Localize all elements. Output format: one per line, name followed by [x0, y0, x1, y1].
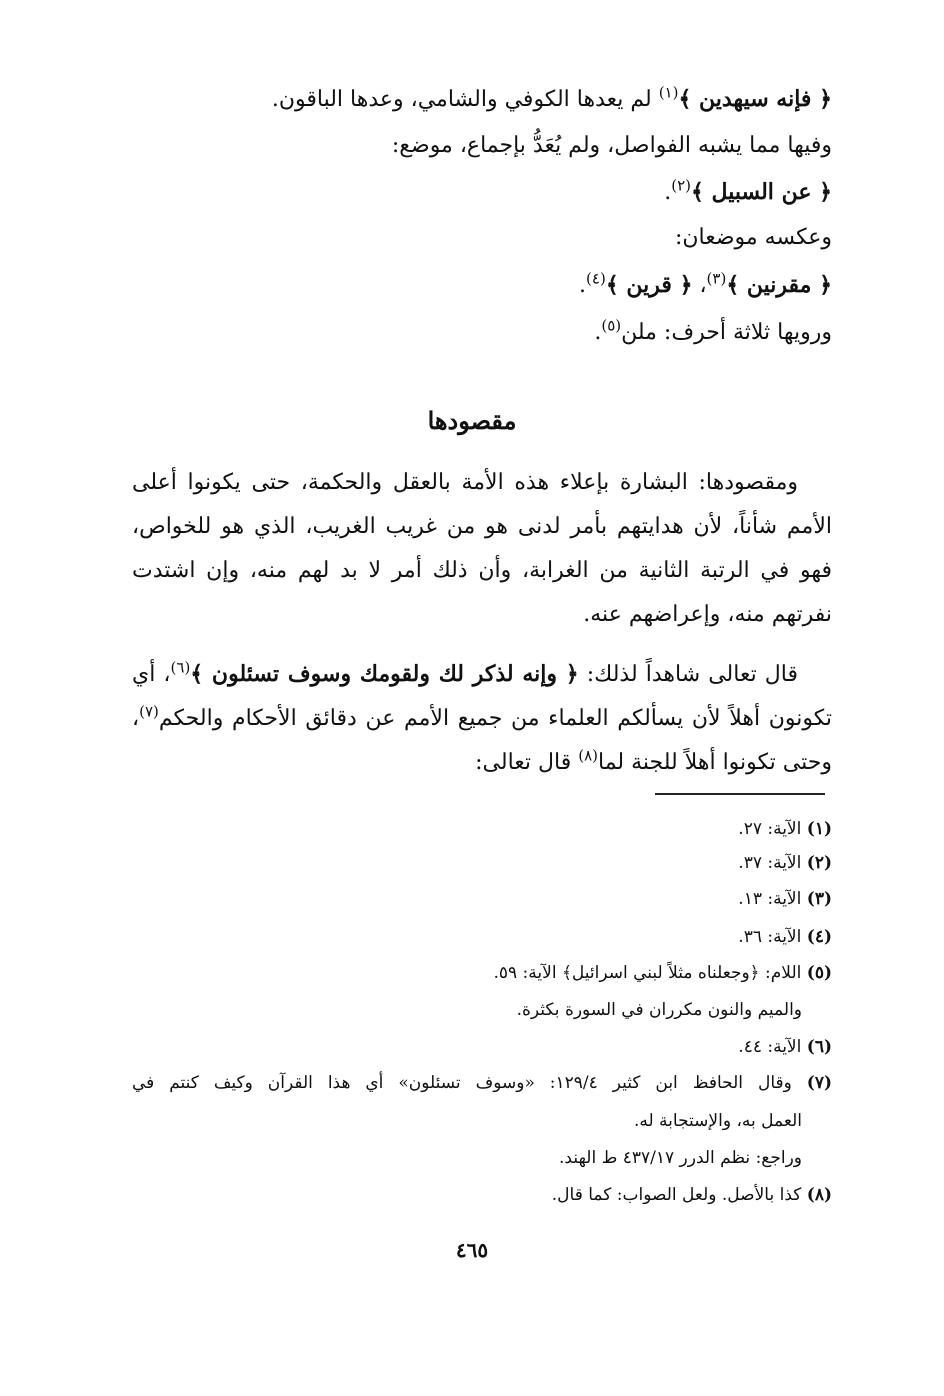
paragraph-text: ومقصودها: البشارة بإعلاء هذه الأمة بالعقل والحكمة، حتى يكونوا أعلى الأمم شأناً، لأن هدايتهم بأمر لدنى هو من غريب الغريب، الذي هو للخواص، فهو في الرتبة الثانية من الغرابة، وأن ذلك أمر لا بد لهم منه، وإن اشتدت نفرتهم منه، وإعراضهم عنه.: [132, 470, 832, 627]
footnote-4: [738, 924, 832, 950]
footnote-text: الآية: ٢٧.: [738, 819, 807, 839]
footnote-text: وراجع: نظم الدرر ٤٣٧/١٧ ط الهند.: [559, 1148, 802, 1168]
verse-line-4: [675, 223, 832, 253]
section-heading: مقصودها: [427, 406, 517, 435]
line-text: لم يعدها الكوفي والشامي، وعدها الباقون.: [271, 87, 659, 112]
footnote-text: الآية: ٣٧.: [738, 853, 807, 873]
footnote-text: العمل به، والإستجابة له.: [633, 1111, 802, 1131]
footnote-ref: (٥): [601, 316, 622, 335]
footnote-5-continued: [517, 997, 802, 1023]
paragraph-evidence: [132, 652, 832, 785]
footnote-number: (٥): [806, 963, 832, 983]
paragraph-text: ، وحتى تكونوا أهلاً للجنة لما: [132, 706, 832, 775]
footnote-ref: (٣): [706, 269, 727, 288]
footnote-2: [738, 850, 832, 876]
verse-line-3: [664, 177, 832, 208]
line-text: وعكسه موضعان:: [674, 225, 832, 250]
verse-line-1: [272, 84, 832, 115]
footnote-7-reference: [559, 1145, 802, 1171]
footnote-number: (٦): [806, 1037, 832, 1057]
footnote-5: [493, 960, 832, 986]
verse-line-2: [392, 131, 832, 161]
paragraph-maqsud: [132, 461, 832, 637]
line-text: وفيها مما يشبه الفواصل، ولم يُعَدُّ بإجماع، موضع:: [391, 133, 832, 158]
footnote-ref-2: (٤): [586, 269, 606, 288]
footnote-1: [738, 816, 832, 842]
verse-line-5: [579, 270, 832, 301]
footnote-number: (١): [806, 819, 832, 839]
footnote-number: (٤): [806, 927, 832, 947]
page-number: ٤٦٥: [455, 1238, 489, 1262]
footnote-text: والميم والنون مكرران في السورة بكثرة.: [516, 1000, 802, 1020]
footnote-8: [552, 1182, 832, 1208]
footnote-6: [738, 1034, 832, 1060]
footnote-ref: (٨): [578, 746, 598, 765]
footnote-text: الآية: ١٣.: [738, 889, 807, 909]
line-text: .: [664, 180, 672, 205]
line-tail: .: [594, 320, 602, 345]
separator: ،: [692, 273, 707, 298]
footnote-text: وقال الحافظ ابن كثير ١٢٩/٤: «وسوف تسئلون» أي هذا القرآن وكيف كنتم في: [132, 1073, 807, 1093]
line-text: .: [579, 273, 587, 298]
quran-quote: ﴿ وإنه لذكر لك ولقومك وسوف تسئلون ﴾: [190, 661, 579, 687]
quran-quote: ﴿ مقرنين ﴾: [726, 272, 832, 298]
footnote-text: الآية: ٣٦.: [738, 927, 807, 947]
footnote-3: [738, 886, 832, 912]
footnote-ref: (٦): [170, 658, 191, 677]
paragraph-lead: قال تعالى شاهداً لذلك:: [578, 662, 798, 687]
footnote-ref: (٧): [139, 702, 159, 721]
footnote-number: (٣): [806, 889, 832, 909]
footnote-number: (٧): [806, 1073, 832, 1093]
footnote-ref: (٢): [671, 176, 691, 195]
quran-quote: ﴿ فإنه سيهدين ﴾: [678, 86, 832, 112]
footnote-text: الآية: ٤٤.: [738, 1037, 807, 1057]
footnote-number: (٨): [806, 1185, 832, 1205]
quran-quote: ﴿ عن السبيل ﴾: [690, 179, 832, 205]
footnote-divider: [655, 793, 825, 795]
paragraph-text: ، أي تكونون أهلاً لأن يسألكم العلماء من جميع الأمم عن دقائق الأحكام والحكم: [132, 662, 832, 731]
footnote-number: (٢): [806, 853, 832, 873]
footnote-text: اللام: ﴿وجعلناه مثلاً لبني اسرائيل﴾ الآية: ٥٩.: [493, 963, 807, 983]
paragraph-text: قال تعالى:: [475, 750, 579, 775]
footnote-ref: (١): [658, 83, 679, 102]
footnote-7: [132, 1070, 832, 1096]
line-text: ورويها ثلاثة أحرف: ملن: [621, 320, 832, 345]
footnote-text: كذا بالأصل. ولعل الصواب: كما قال.: [551, 1185, 807, 1205]
verse-line-6: [594, 318, 832, 348]
quran-quote-2: ﴿ قرين ﴾: [605, 272, 693, 298]
footnote-7-continued: [634, 1108, 802, 1134]
